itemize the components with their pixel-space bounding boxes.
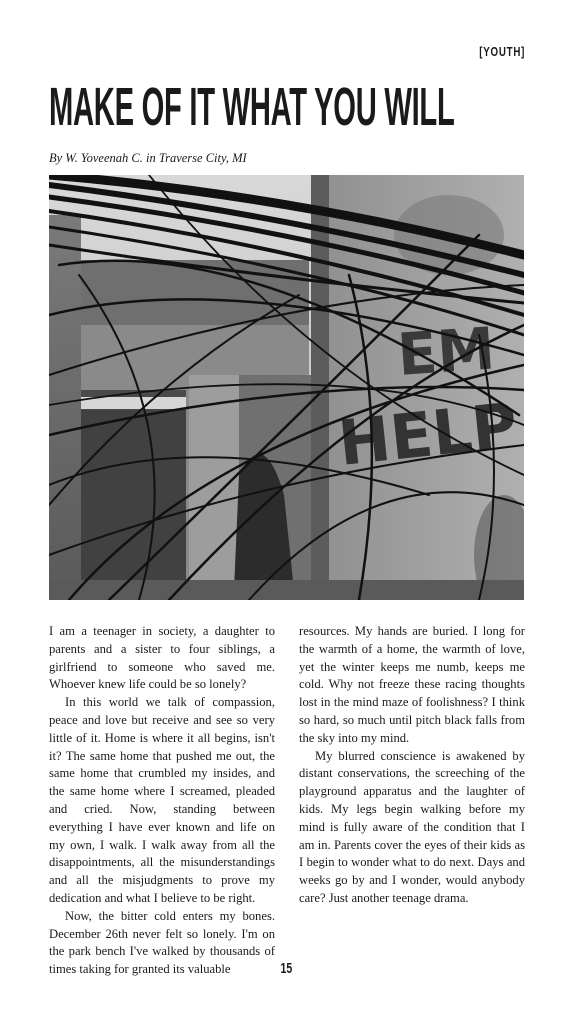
graffiti-help: HELP <box>334 388 521 480</box>
page-number <box>0 960 573 977</box>
graffiti-em: EM <box>395 314 498 389</box>
body-column-right <box>299 623 525 908</box>
paragraph: I am a teenager in society, a daughter to parents and a sister to four siblings, a girlfriend to someone who saved me. Whoever knew life could be so lonely? <box>49 624 275 692</box>
body-column-left <box>49 623 275 979</box>
byline: By W. Yoveenah C. in Traverse City, MI <box>49 151 247 165</box>
paragraph: In this world we talk of compassion, peace and love but receive and see so very little of it. Home is where it all begins, isn't it? The same home that pushed me out, the same home that crumbled my insides, and the same home where I screamed, pleaded and cried. Now, standing between everything I have ever known and life on my own, I walk. I walk away from all the disappointments, all the misunderstandings and all the misjudgments to prove my dedication and what I believe to be right. <box>49 695 275 905</box>
section-tag: [YOUTH] <box>479 44 525 59</box>
page-number-text: 15 <box>280 960 293 977</box>
article-photo <box>49 175 524 600</box>
article-title: MAKE OF IT WHAT YOU WILL <box>49 77 455 137</box>
paragraph: resources. My hands are buried. I long for the warmth of a home, the warmth of love, yet the winter keeps me numb, keeps me cold. Why not freeze these racing thoughts lost in the mind maze of foolishness? I think so hard, so much until pitch black falls from the sky into my mind. <box>299 624 525 745</box>
paragraph: My blurred conscience is awakened by distant conservations, the screeching of the playground apparatus and the laughter of kids. My legs begin walking before my mind is fully aware of the condition that I am in. Parents cover the eyes of their kids as I begin to wonder what to do next. Days and weeks go by and I wonder, would anybody care? Just another teenage drama. <box>299 748 525 905</box>
paragraph: Now, the bitter cold enters my bones. December 26th never felt so lonely. I'm on the park bench I've walked by thousands of times taking for granted its valuable <box>49 908 275 977</box>
